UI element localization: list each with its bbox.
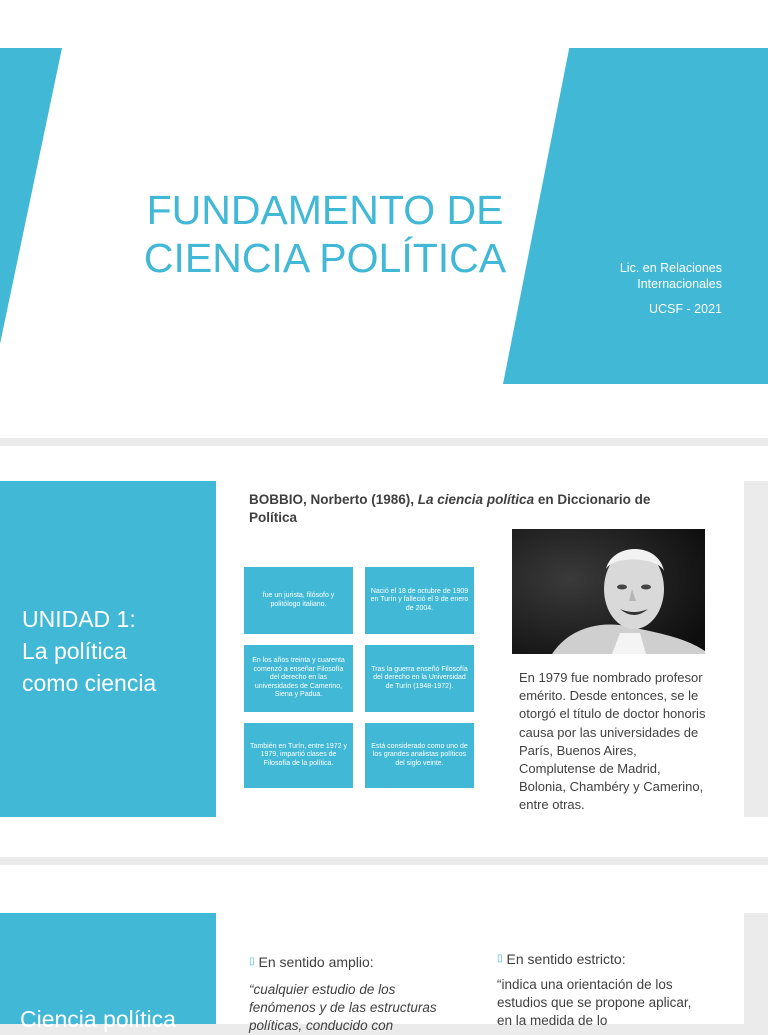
unit-title bbox=[22, 603, 156, 699]
broad-sense-heading bbox=[249, 953, 374, 971]
left-accent-shape bbox=[0, 48, 62, 344]
title-slide[interactable] bbox=[0, 0, 768, 438]
bullet-icon: ▯ bbox=[249, 956, 255, 967]
bio-box: En los años treinta y cuarenta comenzó a enseñar Filosofía del derecho en las universidades de Camerino, Siena y Padua. bbox=[244, 645, 353, 712]
section-title: Ciencia política bbox=[20, 1006, 176, 1032]
bobbio-slide[interactable] bbox=[0, 446, 768, 857]
citation-author: BOBBIO, Norberto (1986), bbox=[249, 492, 418, 507]
slide-title bbox=[130, 186, 520, 282]
portrait-image bbox=[512, 529, 705, 654]
citation-work: La ciencia política bbox=[417, 492, 535, 507]
bio-text: En 1979 fue nombrado profesor emérito. Desde entonces, se le otorgó el título de doctor honoris causa por las universidades de París, Buenos Aires, Complutense de Madrid, Bolonia, Chambéry y Camerino, entre otras. bbox=[519, 670, 706, 813]
title-line-1: FUNDAMENTO DE bbox=[146, 187, 504, 233]
strict-sense-heading bbox=[497, 950, 626, 968]
slide-edge bbox=[744, 481, 768, 817]
unit-panel bbox=[0, 481, 216, 817]
section-panel bbox=[0, 913, 216, 1032]
unit-title-line-3: como ciencia bbox=[22, 670, 157, 696]
citation bbox=[249, 491, 689, 527]
unit-title-line-2: La política bbox=[22, 638, 127, 664]
portrait-photo bbox=[512, 529, 705, 654]
subtitle-institution: UCSF - 2021 bbox=[649, 302, 722, 316]
definition-slide[interactable] bbox=[0, 865, 768, 1033]
broad-sense-quote: “cualquier estudio de los fenómenos y de las estructuras políticas, conducido con bbox=[249, 982, 437, 1033]
broad-sense-label: En sentido amplio: bbox=[258, 954, 374, 970]
citation-rest: en Diccionario de Política bbox=[249, 492, 651, 525]
slide-edge bbox=[744, 913, 768, 1024]
unit-title-line-1: UNIDAD 1: bbox=[22, 606, 136, 632]
strict-sense-label: En sentido estricto: bbox=[506, 951, 626, 967]
bio-box: Nació el 18 de octubre de 1909 en Turín y falleció el 9 de enero de 2004. bbox=[365, 567, 474, 634]
bio-box: Está considerado como uno de los grandes analistas políticos del siglo veinte. bbox=[365, 723, 474, 788]
subtitle-degree: Lic. en Relaciones Internacionales bbox=[619, 261, 722, 291]
bio-box: Tras la guerra enseñó Filosofía del derecho en la Universidad de Turín (1948-1972). bbox=[365, 645, 474, 712]
bio-box: También en Turín, entre 1972 y 1979, impartió clases de Filosofía de la política. bbox=[244, 723, 353, 788]
title-line-2: CIENCIA POLÍTICA bbox=[143, 235, 507, 281]
bio-box: fue un jurista, filósofo y politólogo italiano. bbox=[244, 567, 353, 634]
right-accent-shape bbox=[503, 48, 768, 384]
strict-sense-quote: “indica una orientación de los estudios que se propone aplicar, en la medida de lo bbox=[497, 977, 692, 1028]
bullet-icon: ▯ bbox=[497, 953, 503, 964]
